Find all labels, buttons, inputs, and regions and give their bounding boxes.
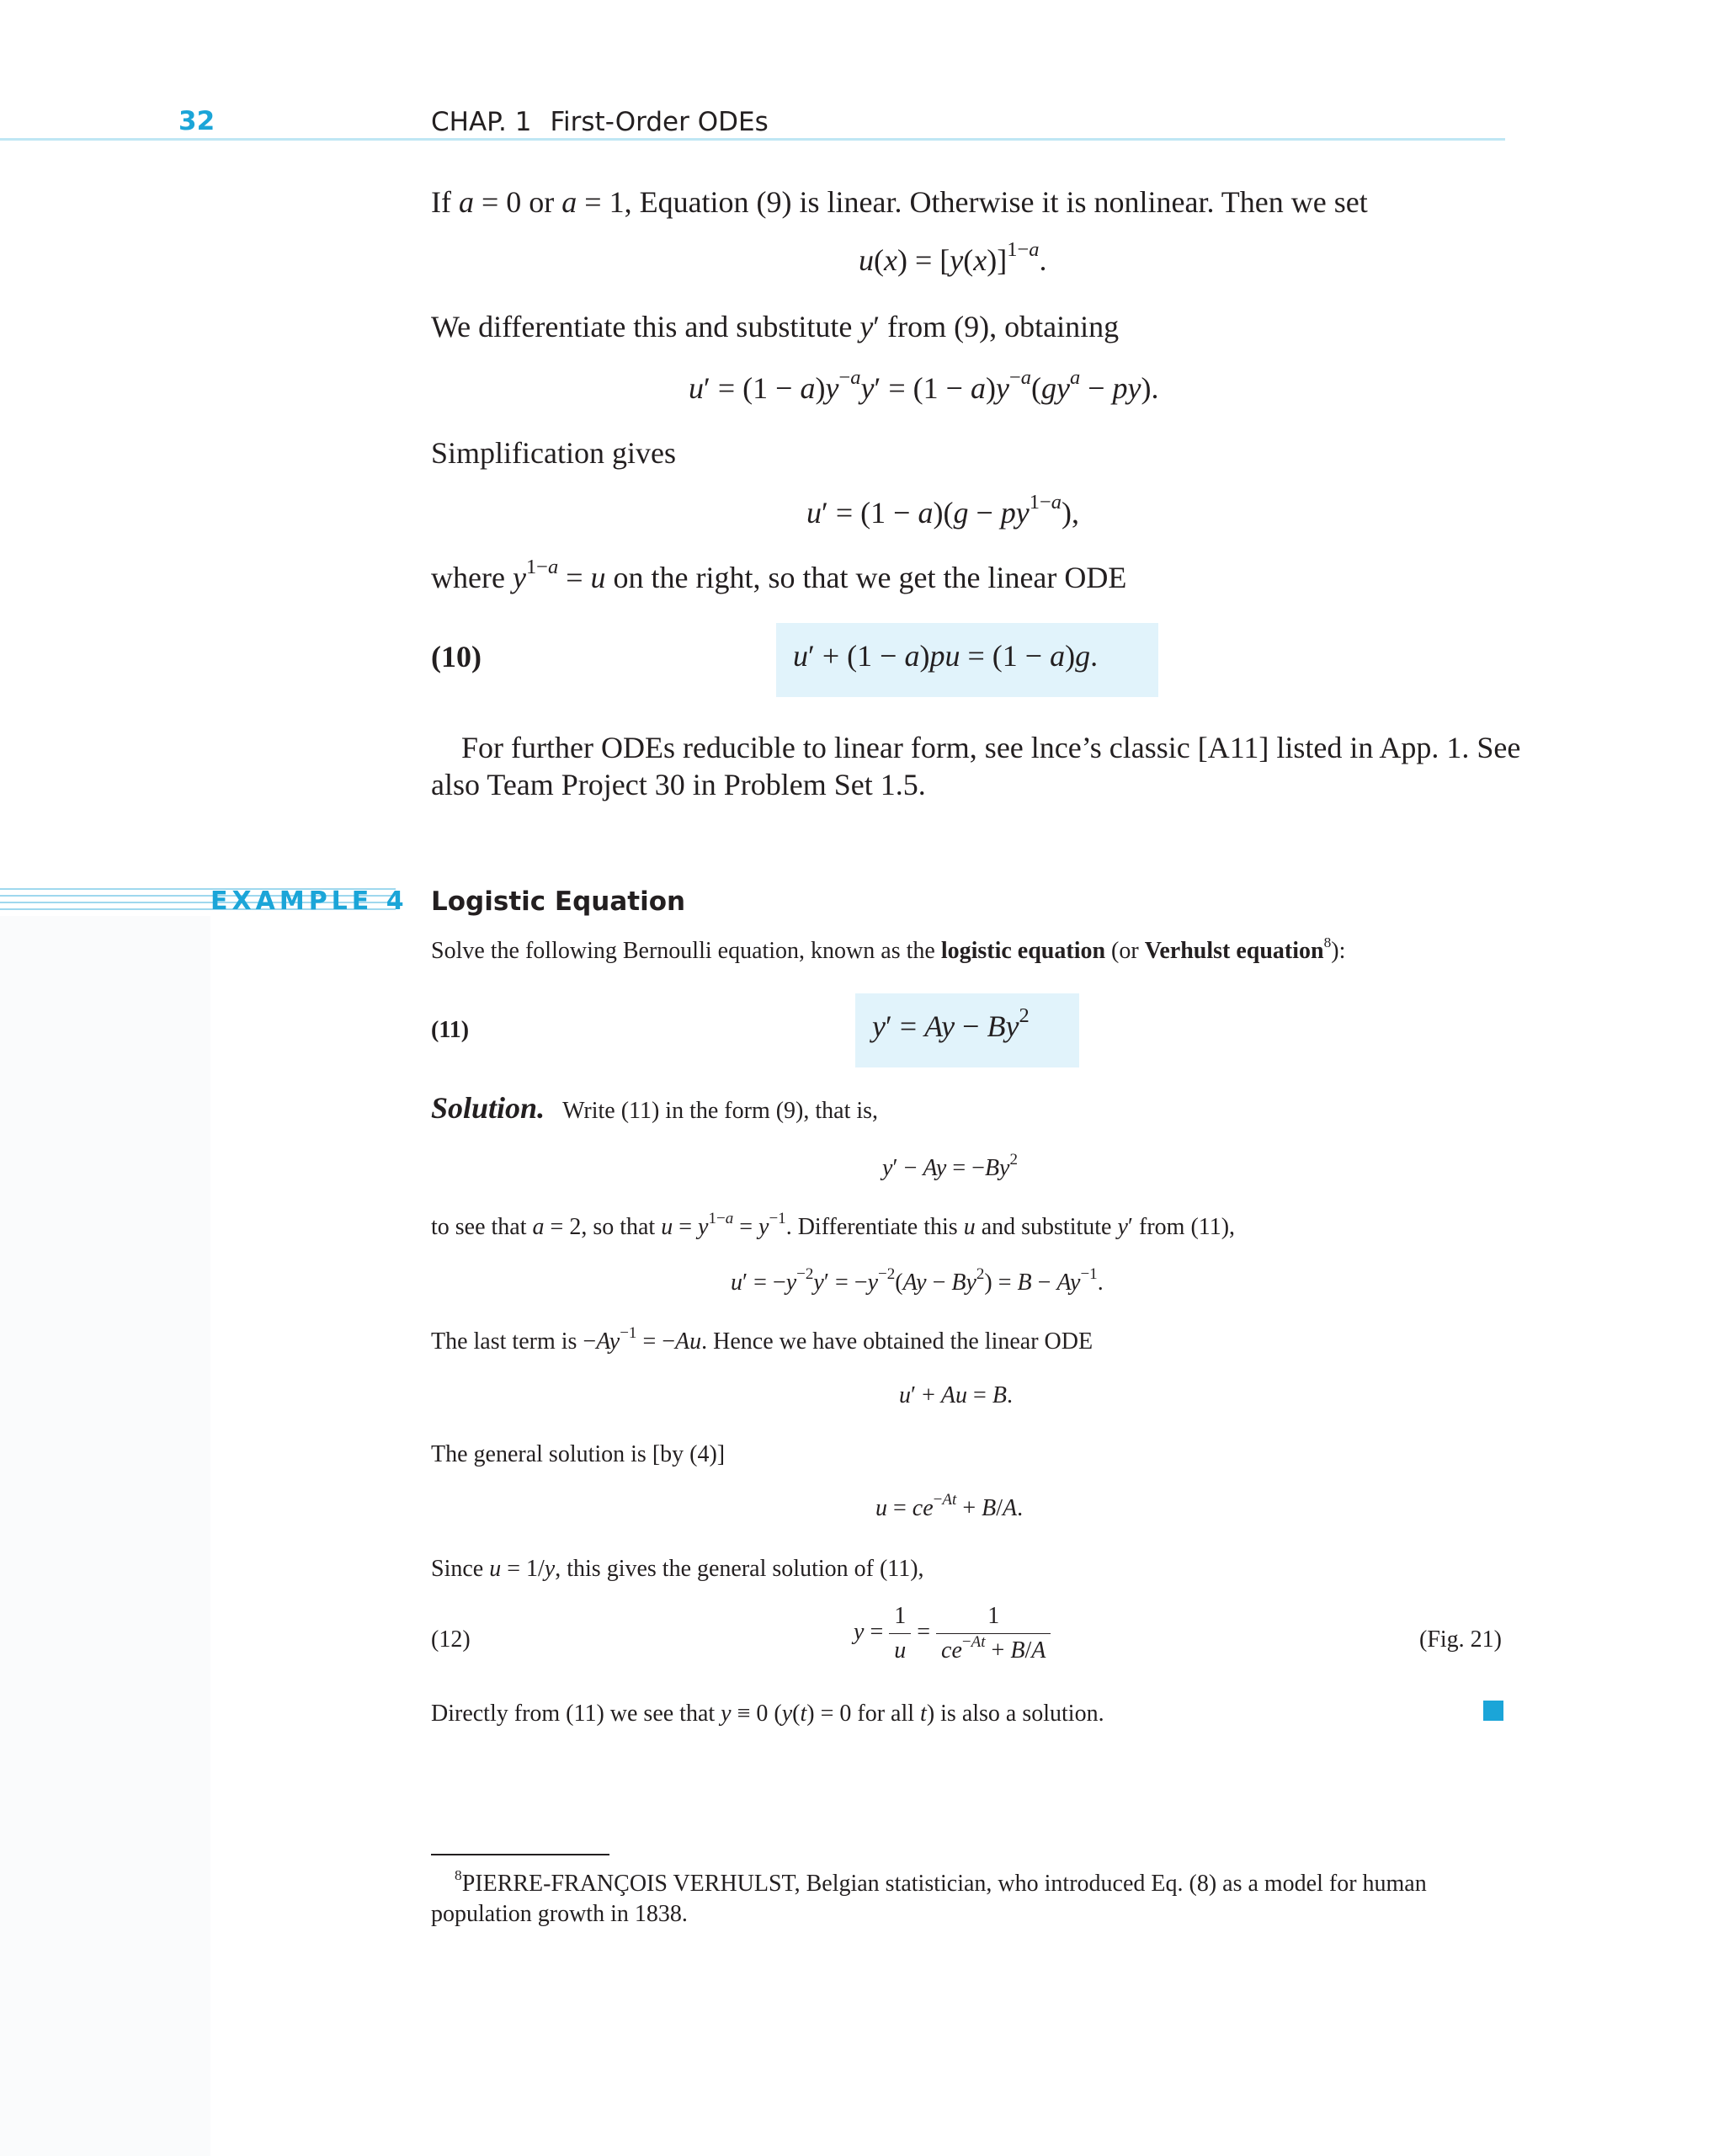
equation-u-def: $u(x) = [y(x)]^{1-a}$. — [859, 238, 1047, 277]
further-text-line1: For further ODEs reducible to linear form, see lnce’s classic [A11] listed in App. 1. See — [461, 731, 1521, 764]
last-term-text: The last term is $-Ay^{-1} = -Au$. Hence we have obtained the linear ODE — [431, 1323, 1093, 1355]
example-title: Logistic Equation — [431, 886, 686, 917]
footnote-line2: population growth in 1838. — [431, 1901, 688, 1927]
since-text: Since u = 1/y, this gives the general solution of (11), — [431, 1556, 924, 1582]
intro-line: If a = 0 or a = 1, Equation (9) is linear. Otherwise it is nonlinear. Then we set — [431, 185, 1368, 219]
end-of-example-square-icon — [1483, 1701, 1503, 1721]
equation-12: y = $\frac{1}{u}$ = $\frac{1}{ce^{-At} + B/A}$ — [854, 1603, 1051, 1664]
equation-simplified: $u' = (1 - a)(g - py^{1-a})$, — [806, 491, 1080, 530]
chapter-title: First-Order ODEs — [550, 107, 769, 137]
equation-10-label: (10) — [431, 640, 482, 673]
equation-u-prime: $u' = (1 - a)y^{-a}y' = (1 - a)y^{-a}(gy^a - py)$. — [689, 366, 1159, 405]
footnote-line1: $^8$PIERRE-FRANÇOIS VERHULST, Belgian statistician, who introduced Eq. (8) as a model for human — [455, 1867, 1427, 1897]
example-statement: Solve the following Bernoulli equation, known as the logistic equation (or Verhulst equation$^8$): — [431, 934, 1346, 964]
equation-12-label: (12) — [431, 1626, 471, 1653]
where-text: where $y^{1-a} = u$ on the right, so that we get the linear ODE — [431, 556, 1127, 594]
equation-10: u′ + (1 − a)pu = (1 − a)g. — [793, 639, 1099, 673]
solution-line: Solution. Write (11) in the form (9), that is, — [431, 1091, 879, 1125]
further-text-line2: also Team Project 30 in Problem Set 1.5. — [431, 768, 926, 801]
figure-reference: (Fig. 21) — [1419, 1626, 1502, 1653]
equation-form-9: $y' - Ay = -By^2$ — [882, 1150, 1018, 1181]
differentiate-text: We differentiate this and substitute y′ from (9), obtaining — [431, 310, 1120, 343]
directly-text: Directly from (11) we see that y ≡ 0 (y(t) = 0 for all t) is also a solution. — [431, 1701, 1104, 1727]
equation-11-label: (11) — [431, 1017, 470, 1043]
example-label: EXAMPLE 4 — [210, 886, 408, 916]
footnote-rule — [431, 1854, 609, 1855]
simplification-text: Simplification gives — [431, 436, 676, 470]
equation-general-u: $u = ce^{-At} + B/A$. — [875, 1490, 1024, 1521]
general-solution-text: The general solution is [by (4)] — [431, 1441, 726, 1467]
solution-label: Solution. — [431, 1091, 545, 1125]
running-header — [431, 107, 769, 137]
see-that-text: to see that a = 2, so that $u = y^{1-a} = y^{-1}$. Differentiate this u and substitute y′ from (11), — [431, 1209, 1236, 1240]
equation-linear-ode: u′ + Au = B. — [899, 1382, 1013, 1408]
equation-u-prime-logistic: $u' = -y^{-2}y' = -y^{-2}(Ay - By^2) = B - Ay^{-1}$. — [731, 1264, 1104, 1296]
chapter-label: CHAP. 1 — [431, 107, 532, 137]
equation-11: $y' = Ay - By^2$ — [872, 1004, 1030, 1043]
header-rule — [0, 138, 1505, 141]
page-number: 32 — [178, 106, 216, 136]
margin-shade — [0, 916, 210, 2156]
